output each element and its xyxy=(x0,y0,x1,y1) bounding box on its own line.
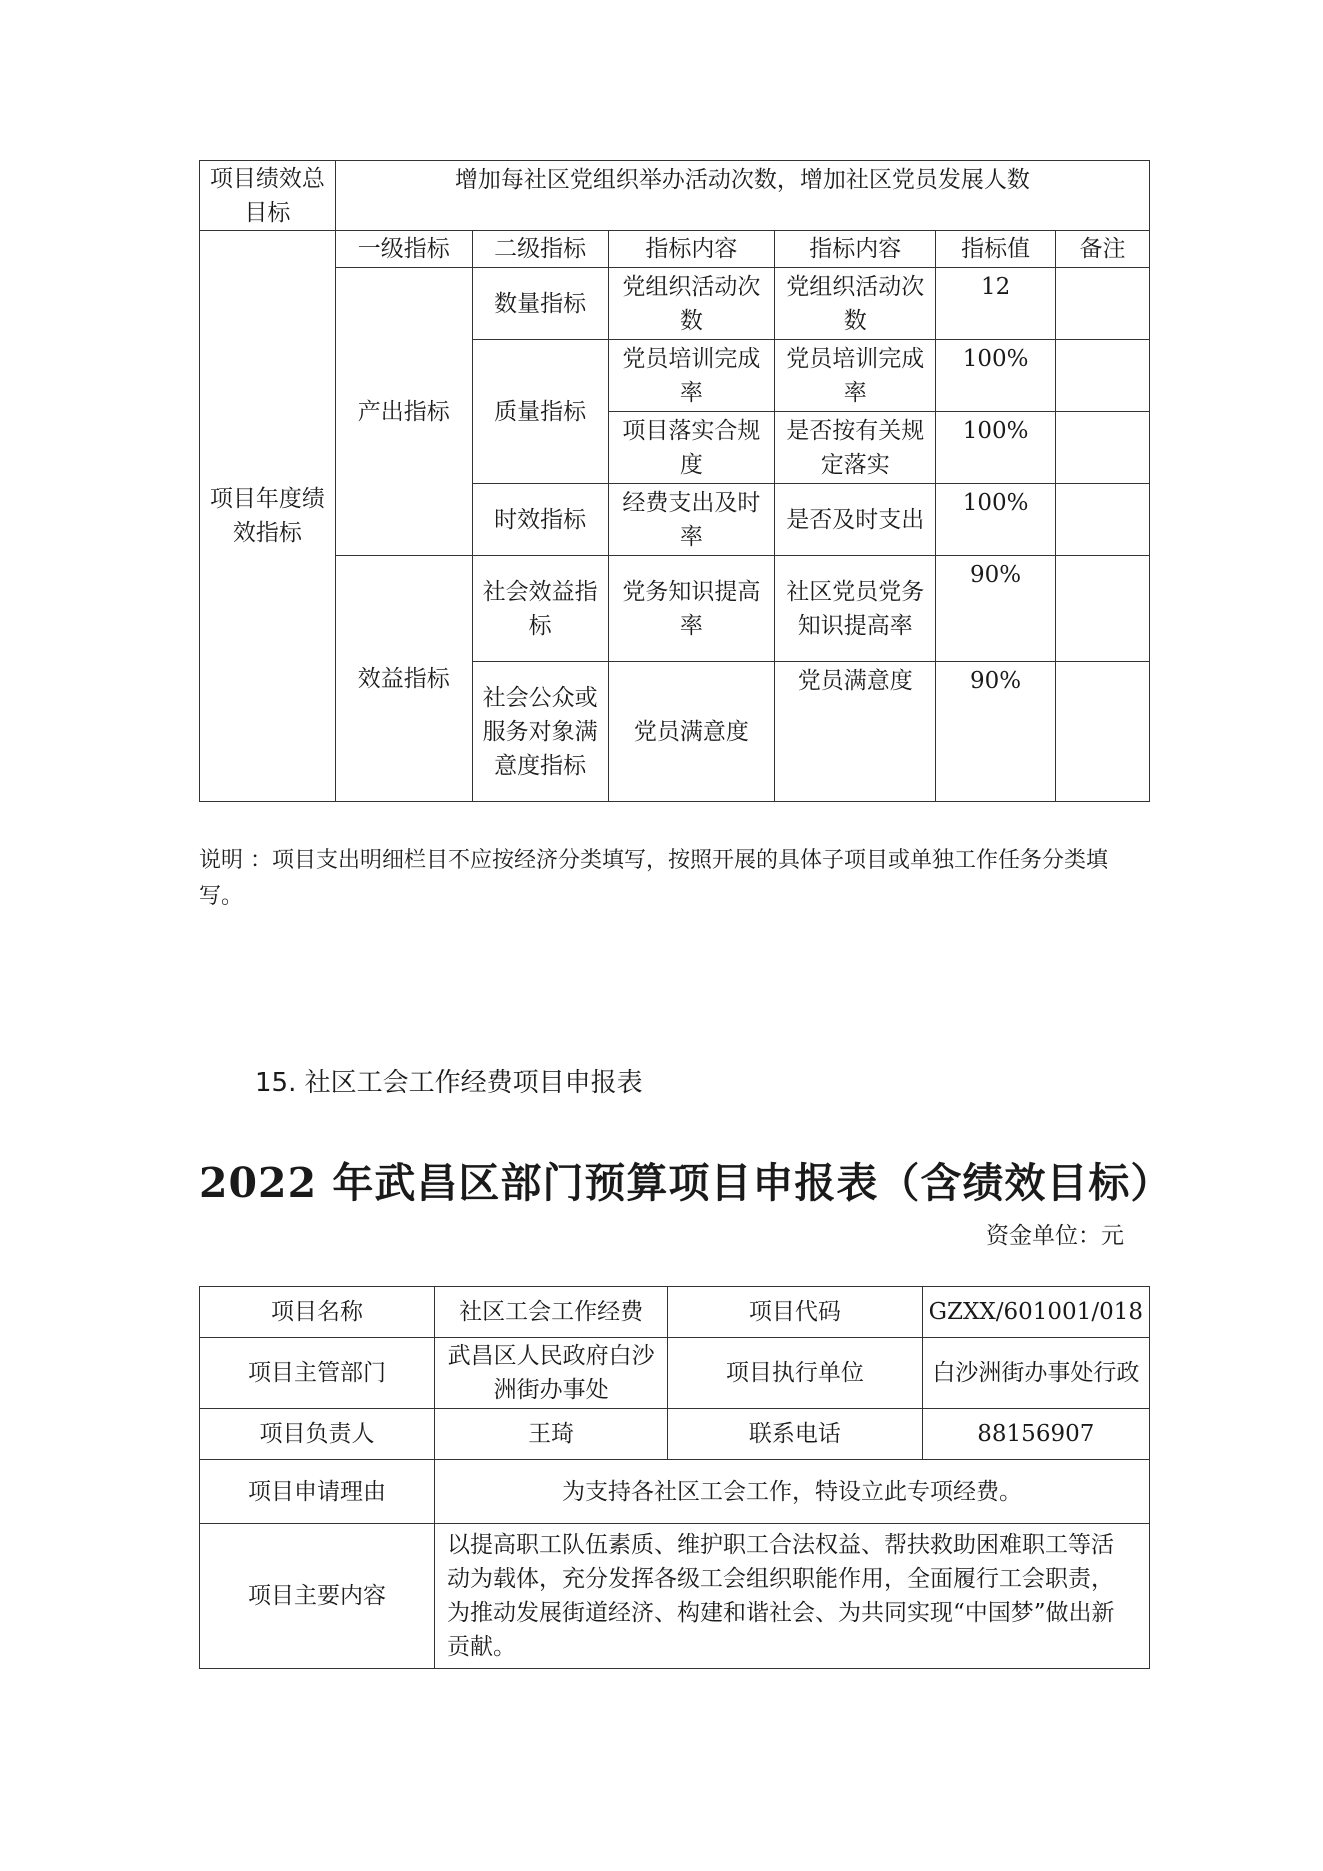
performance-table xyxy=(199,160,1150,802)
level2-timeliness: 时效指标 xyxy=(472,484,608,556)
header-content: 指标内容 xyxy=(608,231,775,268)
indicator-content: 经费支出及时率 xyxy=(608,484,775,556)
project-name-label: 项目名称 xyxy=(200,1287,435,1338)
project-reason: 为支持各社区工会工作，特设立此专项经费。 xyxy=(435,1460,1150,1524)
project-dept: 武昌区人民政府白沙洲街办事处 xyxy=(435,1338,668,1409)
indicator-value: 12 xyxy=(936,268,1056,340)
project-owner-label: 项目负责人 xyxy=(200,1409,435,1460)
project-dept-label: 项目主管部门 xyxy=(200,1338,435,1409)
project-reason-label: 项目申请理由 xyxy=(200,1460,435,1524)
project-phone: 88156907 xyxy=(922,1409,1149,1460)
project-content-label: 项目主要内容 xyxy=(200,1524,435,1669)
indicator-content: 项目落实合规度 xyxy=(608,412,775,484)
level2-quantity: 数量指标 xyxy=(472,268,608,340)
indicator-content: 党员满意度 xyxy=(608,662,775,802)
header-note: 备注 xyxy=(1056,231,1150,268)
indicator-content-2: 党员培训完成率 xyxy=(775,340,936,412)
project-name: 社区工会工作经费 xyxy=(435,1287,668,1338)
header-content-2: 指标内容 xyxy=(775,231,936,268)
header-level1: 一级指标 xyxy=(335,231,472,268)
indicator-note xyxy=(1056,662,1150,802)
indicator-content: 党组织活动次数 xyxy=(608,268,775,340)
indicator-value: 100% xyxy=(936,340,1056,412)
level2-quality: 质量指标 xyxy=(472,340,608,484)
indicator-content-2: 社区党员党务知识提高率 xyxy=(775,556,936,662)
indicator-content-2: 党组织活动次数 xyxy=(775,268,936,340)
indicator-note xyxy=(1056,556,1150,662)
indicator-content-2: 党员满意度 xyxy=(775,662,936,802)
project-content: 以提高职工队伍素质、维护职工合法权益、帮扶救助困难职工等活动为载体，充分发挥各级工会组织职能作用，全面履行工会职责，为推动发展街道经济、构建和谐社会、为共同实现“中国梦”做出新贡献。 xyxy=(435,1524,1150,1669)
level2-social-benefit: 社会效益指标 xyxy=(472,556,608,662)
section-heading: 15. 社区工会工作经费项目申报表 xyxy=(255,1068,643,1098)
project-code-label: 项目代码 xyxy=(668,1287,923,1338)
indicator-note xyxy=(1056,412,1150,484)
header-value: 指标值 xyxy=(936,231,1056,268)
indicator-value: 100% xyxy=(936,484,1056,556)
project-owner: 王琦 xyxy=(435,1409,668,1460)
total-goal-label: 项目绩效总目标 xyxy=(200,161,336,231)
currency-unit: 资金单位：元 xyxy=(986,1223,1124,1249)
indicator-content: 党务知识提高率 xyxy=(608,556,775,662)
indicator-value: 90% xyxy=(936,662,1056,802)
indicator-note xyxy=(1056,268,1150,340)
project-exec: 白沙洲街办事处行政 xyxy=(922,1338,1149,1409)
indicator-content: 党员培训完成率 xyxy=(608,340,775,412)
project-phone-label: 联系电话 xyxy=(668,1409,923,1460)
total-goal-text: 增加每社区党组织举办活动次数，增加社区党员发展人数 xyxy=(335,161,1149,231)
level1-benefit: 效益指标 xyxy=(335,556,472,802)
indicator-note xyxy=(1056,484,1150,556)
project-code: GZXX/601001/018 xyxy=(922,1287,1149,1338)
indicator-content-2: 是否及时支出 xyxy=(775,484,936,556)
project-table xyxy=(199,1286,1150,1669)
page-title: 2022 年武昌区部门预算项目申报表（含绩效目标） xyxy=(199,1159,1173,1207)
indicator-value: 100% xyxy=(936,412,1056,484)
header-level2: 二级指标 xyxy=(472,231,608,268)
annual-indicator-label: 项目年度绩效指标 xyxy=(200,231,336,802)
indicator-content-2: 是否按有关规定落实 xyxy=(775,412,936,484)
indicator-note xyxy=(1056,340,1150,412)
indicator-value: 90% xyxy=(936,556,1056,662)
table-note: 说明 ：项目支出明细栏目不应按经济分类填写，按照开展的具体子项目或单独工作任务分类填写。 xyxy=(199,848,1108,909)
level2-satisfaction: 社会公众或服务对象满意度指标 xyxy=(472,662,608,802)
project-exec-label: 项目执行单位 xyxy=(668,1338,923,1409)
level1-output: 产出指标 xyxy=(335,268,472,556)
